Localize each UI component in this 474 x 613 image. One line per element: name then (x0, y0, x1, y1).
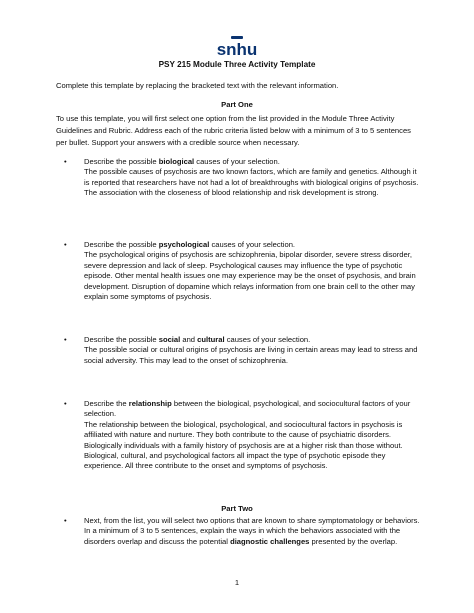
bullet-prompt: Describe the possible psychological causes of your selection. (84, 240, 296, 249)
bullet-answer: The possible social or cultural origins of psychosis are living in certain areas may lead to stress and social adversity. This may lead to the onset of schizophrenia. (84, 345, 418, 365)
intro-text: Complete this template by replacing the bracketed text with the relevant information. (56, 81, 339, 90)
page-title: PSY 215 Module Three Activity Template (158, 60, 316, 69)
part-one-instructions: To use this template, you will first select one option from the list provided in the Module Three Activity Guidelines and Rubric. Address each of the rubric criteria listed below with a minimum of 3 to 5 sentences per bullet. Support your answers with a credible source when necessary. (56, 114, 411, 147)
bullet-marker: • (64, 157, 67, 166)
bullet-answer: The possible causes of psychosis are two known factors, which are family and genetics. Although it is reported that researchers have not had a lot of breakthroughs with biological origins of psychosis. The association with the closeness of blood relationship and risk development is strong. (84, 167, 419, 198)
bullet-prompt: Describe the relationship between the biological, psychological, and sociocultural factors of your selection. (84, 399, 411, 419)
snhu-logo-mark (209, 36, 265, 58)
part-one-heading: Part One (221, 100, 253, 109)
part-two-heading: Part Two (221, 504, 253, 513)
svg-text:snhu: snhu (216, 40, 258, 58)
bullet-answer: The psychological origins of psychosis are schizophrenia, bipolar disorder, severe stress disorder, severe depression and lack of sleep. Psychological causes may influence the type of psychotic episode. Other mental health issues one may experience may be the onset of psychosis, and brain development. Disruption of dopamine which relays information from one brain cell to the other may explain some symptoms of psychosis. (84, 250, 416, 302)
bullet-marker: • (64, 240, 67, 249)
bullet-marker: • (64, 399, 67, 408)
part-one-bullet-relationship (84, 399, 422, 472)
page-number: 1 (234, 578, 240, 587)
bullet-marker: • (64, 516, 67, 525)
part-one-bullet-social-cultural (84, 335, 422, 366)
bullet-prompt: Next, from the list, you will select two options that are known to share symptomatology or behaviors. In a minimum of 3 to 5 sentences, explain the ways in which the behaviors associated with the disorders overlap and discuss the potential diagnostic challenges presented by the overlap. (84, 516, 420, 546)
part-two-bullet (84, 516, 422, 547)
part-one-bullet-psychological (84, 240, 422, 302)
bullet-answer: The relationship between the biological, psychological, and sociocultural factors in psychosis is affiliated with nature and nurture. They both contribute to the cause of psychiatric disorders. Biologically individuals with a family history of psychosis are at a higher risk than those without. Biological, cultural, and psychological factors all impact the type of psychotic episode they experience. All three contribute to the onset and symptoms of psychosis. (84, 419, 403, 471)
snhu-logo (0, 36, 474, 58)
bullet-prompt: Describe the possible social and cultural causes of your selection. (84, 335, 311, 344)
bullet-marker: • (64, 335, 67, 344)
part-one-bullet-biological (84, 157, 422, 199)
bullet-prompt: Describe the possible biological causes of your selection. (84, 157, 280, 166)
